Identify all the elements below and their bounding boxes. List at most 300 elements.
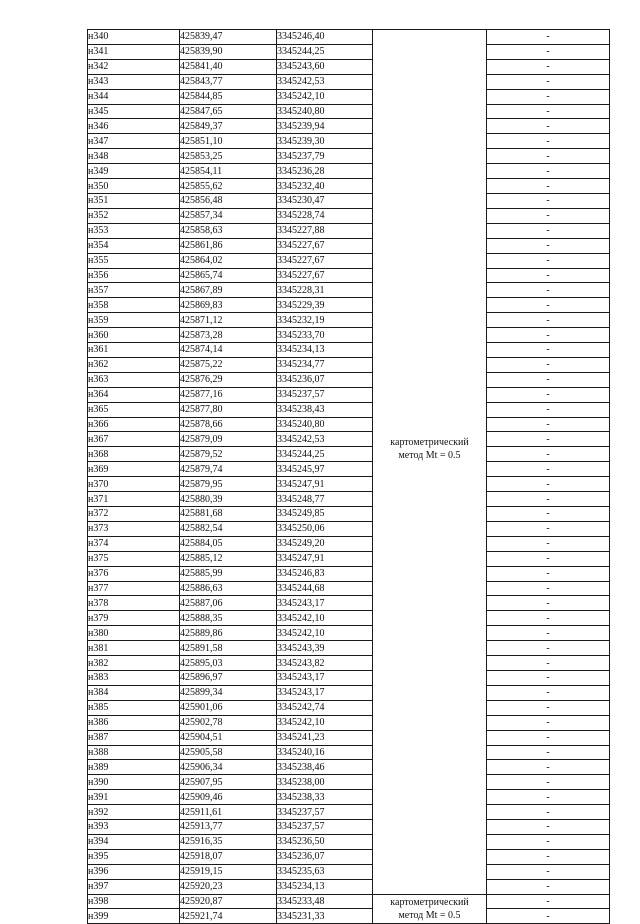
point-name-cell: н398 bbox=[88, 894, 180, 909]
method-cell bbox=[373, 894, 487, 924]
point-name-cell: н399 bbox=[88, 909, 180, 924]
x-coordinate-cell: 425856,48 bbox=[180, 193, 277, 208]
y-coordinate-cell: 3345244,68 bbox=[277, 581, 373, 596]
table-row bbox=[88, 208, 610, 223]
y-coordinate-cell: 3345242,53 bbox=[277, 74, 373, 89]
x-coordinate-cell: 425879,09 bbox=[180, 432, 277, 447]
point-name-cell: н371 bbox=[88, 492, 180, 507]
table-row bbox=[88, 74, 610, 89]
method-line-1: картометрический bbox=[390, 436, 469, 448]
error-cell: - bbox=[487, 521, 610, 536]
x-coordinate-cell: 425901,06 bbox=[180, 700, 277, 715]
y-coordinate-cell: 3345246,83 bbox=[277, 566, 373, 581]
error-cell: - bbox=[487, 372, 610, 387]
point-name-cell: н347 bbox=[88, 134, 180, 149]
point-name-cell: н361 bbox=[88, 343, 180, 358]
y-coordinate-cell: 3345238,43 bbox=[277, 402, 373, 417]
x-coordinate-cell: 425905,58 bbox=[180, 745, 277, 760]
point-name-cell: н391 bbox=[88, 790, 180, 805]
error-cell: - bbox=[487, 119, 610, 134]
x-coordinate-cell: 425880,39 bbox=[180, 492, 277, 507]
error-cell: - bbox=[487, 208, 610, 223]
error-cell: - bbox=[487, 849, 610, 864]
x-coordinate-cell: 425918,07 bbox=[180, 849, 277, 864]
table-row bbox=[88, 119, 610, 134]
point-name-cell: н363 bbox=[88, 372, 180, 387]
y-coordinate-cell: 3345229,39 bbox=[277, 298, 373, 313]
error-cell: - bbox=[487, 894, 610, 909]
error-cell: - bbox=[487, 253, 610, 268]
x-coordinate-cell: 425889,86 bbox=[180, 626, 277, 641]
y-coordinate-cell: 3345238,00 bbox=[277, 775, 373, 790]
error-cell: - bbox=[487, 581, 610, 596]
error-cell: - bbox=[487, 164, 610, 179]
x-coordinate-cell: 425888,35 bbox=[180, 611, 277, 626]
error-cell: - bbox=[487, 283, 610, 298]
point-name-cell: н351 bbox=[88, 193, 180, 208]
x-coordinate-cell: 425873,28 bbox=[180, 328, 277, 343]
table-row bbox=[88, 134, 610, 149]
error-cell: - bbox=[487, 89, 610, 104]
point-name-cell: н352 bbox=[88, 208, 180, 223]
error-cell: - bbox=[487, 447, 610, 462]
x-coordinate-cell: 425861,86 bbox=[180, 238, 277, 253]
x-coordinate-cell: 425877,16 bbox=[180, 387, 277, 402]
point-name-cell: н393 bbox=[88, 820, 180, 835]
table-row bbox=[88, 879, 610, 894]
table-row bbox=[88, 179, 610, 194]
y-coordinate-cell: 3345227,67 bbox=[277, 253, 373, 268]
y-coordinate-cell: 3345240,16 bbox=[277, 745, 373, 760]
y-coordinate-cell: 3345233,48 bbox=[277, 894, 373, 909]
error-cell: - bbox=[487, 193, 610, 208]
point-name-cell: н369 bbox=[88, 462, 180, 477]
x-coordinate-cell: 425916,35 bbox=[180, 834, 277, 849]
point-name-cell: н372 bbox=[88, 507, 180, 522]
table-row bbox=[88, 44, 610, 59]
y-coordinate-cell: 3345239,30 bbox=[277, 134, 373, 149]
table-row bbox=[88, 238, 610, 253]
table-row bbox=[88, 417, 610, 432]
y-coordinate-cell: 3345247,91 bbox=[277, 551, 373, 566]
x-coordinate-cell: 425907,95 bbox=[180, 775, 277, 790]
x-coordinate-cell: 425921,74 bbox=[180, 909, 277, 924]
point-name-cell: н356 bbox=[88, 268, 180, 283]
point-name-cell: н348 bbox=[88, 149, 180, 164]
y-coordinate-cell: 3345236,07 bbox=[277, 372, 373, 387]
point-name-cell: н357 bbox=[88, 283, 180, 298]
x-coordinate-cell: 425904,51 bbox=[180, 730, 277, 745]
y-coordinate-cell: 3345248,77 bbox=[277, 492, 373, 507]
y-coordinate-cell: 3345234,13 bbox=[277, 879, 373, 894]
error-cell: - bbox=[487, 417, 610, 432]
error-cell: - bbox=[487, 402, 610, 417]
y-coordinate-cell: 3345249,85 bbox=[277, 507, 373, 522]
y-coordinate-cell: 3345238,46 bbox=[277, 760, 373, 775]
error-cell: - bbox=[487, 864, 610, 879]
y-coordinate-cell: 3345228,31 bbox=[277, 283, 373, 298]
x-coordinate-cell: 425857,34 bbox=[180, 208, 277, 223]
point-name-cell: н388 bbox=[88, 745, 180, 760]
table-row bbox=[88, 864, 610, 879]
x-coordinate-cell: 425882,54 bbox=[180, 521, 277, 536]
method-line-2: метод Mt = 0.5 bbox=[398, 909, 461, 921]
point-name-cell: н395 bbox=[88, 849, 180, 864]
y-coordinate-cell: 3345241,23 bbox=[277, 730, 373, 745]
x-coordinate-cell: 425906,34 bbox=[180, 760, 277, 775]
x-coordinate-cell: 425911,61 bbox=[180, 805, 277, 820]
x-coordinate-cell: 425885,12 bbox=[180, 551, 277, 566]
coordinates-table bbox=[87, 29, 610, 924]
y-coordinate-cell: 3345242,10 bbox=[277, 715, 373, 730]
x-coordinate-cell: 425847,65 bbox=[180, 104, 277, 119]
point-name-cell: н387 bbox=[88, 730, 180, 745]
table-row bbox=[88, 775, 610, 790]
error-cell: - bbox=[487, 477, 610, 492]
x-coordinate-cell: 425920,23 bbox=[180, 879, 277, 894]
x-coordinate-cell: 425875,22 bbox=[180, 357, 277, 372]
table-row bbox=[88, 596, 610, 611]
y-coordinate-cell: 3345237,57 bbox=[277, 387, 373, 402]
table-row bbox=[88, 641, 610, 656]
x-coordinate-cell: 425895,03 bbox=[180, 656, 277, 671]
error-cell: - bbox=[487, 730, 610, 745]
error-cell: - bbox=[487, 298, 610, 313]
x-coordinate-cell: 425851,10 bbox=[180, 134, 277, 149]
x-coordinate-cell: 425871,12 bbox=[180, 313, 277, 328]
table-row bbox=[88, 223, 610, 238]
y-coordinate-cell: 3345242,10 bbox=[277, 89, 373, 104]
table-row bbox=[88, 507, 610, 522]
x-coordinate-cell: 425869,83 bbox=[180, 298, 277, 313]
table-row bbox=[88, 805, 610, 820]
point-name-cell: н389 bbox=[88, 760, 180, 775]
table-row bbox=[88, 566, 610, 581]
y-coordinate-cell: 3345227,67 bbox=[277, 238, 373, 253]
x-coordinate-cell: 425896,97 bbox=[180, 670, 277, 685]
x-coordinate-cell: 425899,34 bbox=[180, 685, 277, 700]
y-coordinate-cell: 3345239,94 bbox=[277, 119, 373, 134]
y-coordinate-cell: 3345247,91 bbox=[277, 477, 373, 492]
table-row bbox=[88, 820, 610, 835]
method-line-2: метод Mt = 0.5 bbox=[398, 449, 461, 461]
point-name-cell: н370 bbox=[88, 477, 180, 492]
error-cell: - bbox=[487, 656, 610, 671]
table-row bbox=[88, 89, 610, 104]
error-cell: - bbox=[487, 715, 610, 730]
error-cell: - bbox=[487, 492, 610, 507]
error-cell: - bbox=[487, 790, 610, 805]
table-row bbox=[88, 30, 610, 45]
x-coordinate-cell: 425864,02 bbox=[180, 253, 277, 268]
table-row bbox=[88, 298, 610, 313]
y-coordinate-cell: 3345232,19 bbox=[277, 313, 373, 328]
y-coordinate-cell: 3345250,06 bbox=[277, 521, 373, 536]
y-coordinate-cell: 3345227,67 bbox=[277, 268, 373, 283]
table-row bbox=[88, 372, 610, 387]
point-name-cell: н380 bbox=[88, 626, 180, 641]
y-coordinate-cell: 3345233,70 bbox=[277, 328, 373, 343]
y-coordinate-cell: 3345234,77 bbox=[277, 357, 373, 372]
error-cell: - bbox=[487, 179, 610, 194]
table-row bbox=[88, 700, 610, 715]
x-coordinate-cell: 425849,37 bbox=[180, 119, 277, 134]
table-row bbox=[88, 447, 610, 462]
table-row bbox=[88, 685, 610, 700]
x-coordinate-cell: 425854,11 bbox=[180, 164, 277, 179]
y-coordinate-cell: 3345243,17 bbox=[277, 670, 373, 685]
point-name-cell: н366 bbox=[88, 417, 180, 432]
point-name-cell: н378 bbox=[88, 596, 180, 611]
y-coordinate-cell: 3345228,74 bbox=[277, 208, 373, 223]
table-row bbox=[88, 611, 610, 626]
error-cell: - bbox=[487, 343, 610, 358]
error-cell: - bbox=[487, 879, 610, 894]
point-name-cell: н397 bbox=[88, 879, 180, 894]
point-name-cell: н349 bbox=[88, 164, 180, 179]
x-coordinate-cell: 425913,77 bbox=[180, 820, 277, 835]
table-row bbox=[88, 760, 610, 775]
point-name-cell: н346 bbox=[88, 119, 180, 134]
y-coordinate-cell: 3345237,57 bbox=[277, 805, 373, 820]
table-row bbox=[88, 551, 610, 566]
error-cell: - bbox=[487, 596, 610, 611]
point-name-cell: н381 bbox=[88, 641, 180, 656]
error-cell: - bbox=[487, 611, 610, 626]
x-coordinate-cell: 425919,15 bbox=[180, 864, 277, 879]
point-name-cell: н382 bbox=[88, 656, 180, 671]
point-name-cell: н365 bbox=[88, 402, 180, 417]
x-coordinate-cell: 425909,46 bbox=[180, 790, 277, 805]
y-coordinate-cell: 3345242,10 bbox=[277, 611, 373, 626]
y-coordinate-cell: 3345236,50 bbox=[277, 834, 373, 849]
error-cell: - bbox=[487, 104, 610, 119]
x-coordinate-cell: 425877,80 bbox=[180, 402, 277, 417]
y-coordinate-cell: 3345235,63 bbox=[277, 864, 373, 879]
x-coordinate-cell: 425884,05 bbox=[180, 536, 277, 551]
x-coordinate-cell: 425844,85 bbox=[180, 89, 277, 104]
error-cell: - bbox=[487, 507, 610, 522]
table-row bbox=[88, 283, 610, 298]
y-coordinate-cell: 3345243,39 bbox=[277, 641, 373, 656]
point-name-cell: н386 bbox=[88, 715, 180, 730]
error-cell: - bbox=[487, 700, 610, 715]
point-name-cell: н350 bbox=[88, 179, 180, 194]
x-coordinate-cell: 425891,58 bbox=[180, 641, 277, 656]
error-cell: - bbox=[487, 805, 610, 820]
y-coordinate-cell: 3345243,17 bbox=[277, 685, 373, 700]
y-coordinate-cell: 3345232,40 bbox=[277, 179, 373, 194]
error-cell: - bbox=[487, 909, 610, 924]
error-cell: - bbox=[487, 328, 610, 343]
coordinates-table-body bbox=[88, 30, 610, 924]
x-coordinate-cell: 425920,87 bbox=[180, 894, 277, 909]
error-cell: - bbox=[487, 641, 610, 656]
point-name-cell: н367 bbox=[88, 432, 180, 447]
point-name-cell: н360 bbox=[88, 328, 180, 343]
y-coordinate-cell: 3345236,07 bbox=[277, 849, 373, 864]
point-name-cell: н353 bbox=[88, 223, 180, 238]
y-coordinate-cell: 3345240,80 bbox=[277, 417, 373, 432]
table-row bbox=[88, 387, 610, 402]
error-cell: - bbox=[487, 536, 610, 551]
table-row bbox=[88, 730, 610, 745]
table-row bbox=[88, 670, 610, 685]
point-name-cell: н375 bbox=[88, 551, 180, 566]
table-row bbox=[88, 477, 610, 492]
table-row bbox=[88, 164, 610, 179]
y-coordinate-cell: 3345244,25 bbox=[277, 447, 373, 462]
error-cell: - bbox=[487, 566, 610, 581]
point-name-cell: н392 bbox=[88, 805, 180, 820]
table-row bbox=[88, 656, 610, 671]
point-name-cell: н384 bbox=[88, 685, 180, 700]
error-cell: - bbox=[487, 59, 610, 74]
x-coordinate-cell: 425855,62 bbox=[180, 179, 277, 194]
table-row bbox=[88, 313, 610, 328]
x-coordinate-cell: 425881,68 bbox=[180, 507, 277, 522]
y-coordinate-cell: 3345242,10 bbox=[277, 626, 373, 641]
table-row bbox=[88, 626, 610, 641]
table-row bbox=[88, 745, 610, 760]
table-row bbox=[88, 343, 610, 358]
y-coordinate-cell: 3345240,80 bbox=[277, 104, 373, 119]
error-cell: - bbox=[487, 149, 610, 164]
point-name-cell: н358 bbox=[88, 298, 180, 313]
error-cell: - bbox=[487, 760, 610, 775]
method-line-1: картометрический bbox=[390, 896, 469, 908]
error-cell: - bbox=[487, 134, 610, 149]
table-row bbox=[88, 328, 610, 343]
point-name-cell: н345 bbox=[88, 104, 180, 119]
point-name-cell: н343 bbox=[88, 74, 180, 89]
x-coordinate-cell: 425874,14 bbox=[180, 343, 277, 358]
error-cell: - bbox=[487, 551, 610, 566]
point-name-cell: н341 bbox=[88, 44, 180, 59]
x-coordinate-cell: 425879,74 bbox=[180, 462, 277, 477]
point-name-cell: н396 bbox=[88, 864, 180, 879]
y-coordinate-cell: 3345230,47 bbox=[277, 193, 373, 208]
point-name-cell: н355 bbox=[88, 253, 180, 268]
x-coordinate-cell: 425839,47 bbox=[180, 30, 277, 45]
y-coordinate-cell: 3345237,57 bbox=[277, 820, 373, 835]
table-row bbox=[88, 536, 610, 551]
table-row bbox=[88, 849, 610, 864]
table-row bbox=[88, 193, 610, 208]
point-name-cell: н364 bbox=[88, 387, 180, 402]
point-name-cell: н383 bbox=[88, 670, 180, 685]
error-cell: - bbox=[487, 462, 610, 477]
point-name-cell: н385 bbox=[88, 700, 180, 715]
table-row bbox=[88, 894, 610, 909]
y-coordinate-cell: 3345243,60 bbox=[277, 59, 373, 74]
table-row bbox=[88, 715, 610, 730]
x-coordinate-cell: 425887,06 bbox=[180, 596, 277, 611]
error-cell: - bbox=[487, 834, 610, 849]
point-name-cell: н359 bbox=[88, 313, 180, 328]
point-name-cell: н344 bbox=[88, 89, 180, 104]
y-coordinate-cell: 3345243,17 bbox=[277, 596, 373, 611]
x-coordinate-cell: 425858,63 bbox=[180, 223, 277, 238]
table-row bbox=[88, 357, 610, 372]
error-cell: - bbox=[487, 74, 610, 89]
point-name-cell: н394 bbox=[88, 834, 180, 849]
table-row bbox=[88, 521, 610, 536]
table-row bbox=[88, 59, 610, 74]
y-coordinate-cell: 3345236,28 bbox=[277, 164, 373, 179]
point-name-cell: н374 bbox=[88, 536, 180, 551]
x-coordinate-cell: 425865,74 bbox=[180, 268, 277, 283]
table-row bbox=[88, 909, 610, 924]
table-row bbox=[88, 149, 610, 164]
point-name-cell: н354 bbox=[88, 238, 180, 253]
table-row bbox=[88, 432, 610, 447]
point-name-cell: н390 bbox=[88, 775, 180, 790]
x-coordinate-cell: 425876,29 bbox=[180, 372, 277, 387]
error-cell: - bbox=[487, 626, 610, 641]
y-coordinate-cell: 3345242,74 bbox=[277, 700, 373, 715]
x-coordinate-cell: 425839,90 bbox=[180, 44, 277, 59]
x-coordinate-cell: 425867,89 bbox=[180, 283, 277, 298]
point-name-cell: н373 bbox=[88, 521, 180, 536]
table-row bbox=[88, 268, 610, 283]
x-coordinate-cell: 425843,77 bbox=[180, 74, 277, 89]
y-coordinate-cell: 3345245,97 bbox=[277, 462, 373, 477]
error-cell: - bbox=[487, 387, 610, 402]
x-coordinate-cell: 425902,78 bbox=[180, 715, 277, 730]
point-name-cell: н377 bbox=[88, 581, 180, 596]
y-coordinate-cell: 3345234,13 bbox=[277, 343, 373, 358]
y-coordinate-cell: 3345231,33 bbox=[277, 909, 373, 924]
x-coordinate-cell: 425879,95 bbox=[180, 477, 277, 492]
x-coordinate-cell: 425886,63 bbox=[180, 581, 277, 596]
point-name-cell: н340 bbox=[88, 30, 180, 45]
point-name-cell: н379 bbox=[88, 611, 180, 626]
x-coordinate-cell: 425879,52 bbox=[180, 447, 277, 462]
point-name-cell: н342 bbox=[88, 59, 180, 74]
y-coordinate-cell: 3345244,25 bbox=[277, 44, 373, 59]
error-cell: - bbox=[487, 745, 610, 760]
error-cell: - bbox=[487, 30, 610, 45]
table-row bbox=[88, 492, 610, 507]
error-cell: - bbox=[487, 313, 610, 328]
error-cell: - bbox=[487, 820, 610, 835]
error-cell: - bbox=[487, 223, 610, 238]
error-cell: - bbox=[487, 268, 610, 283]
y-coordinate-cell: 3345238,33 bbox=[277, 790, 373, 805]
point-name-cell: н362 bbox=[88, 357, 180, 372]
table-row bbox=[88, 253, 610, 268]
error-cell: - bbox=[487, 775, 610, 790]
error-cell: - bbox=[487, 44, 610, 59]
point-name-cell: н376 bbox=[88, 566, 180, 581]
method-cell bbox=[373, 30, 487, 895]
y-coordinate-cell: 3345237,79 bbox=[277, 149, 373, 164]
x-coordinate-cell: 425853,25 bbox=[180, 149, 277, 164]
x-coordinate-cell: 425841,40 bbox=[180, 59, 277, 74]
table-row bbox=[88, 834, 610, 849]
y-coordinate-cell: 3345249,20 bbox=[277, 536, 373, 551]
error-cell: - bbox=[487, 238, 610, 253]
table-row bbox=[88, 581, 610, 596]
point-name-cell: н368 bbox=[88, 447, 180, 462]
y-coordinate-cell: 3345227,88 bbox=[277, 223, 373, 238]
error-cell: - bbox=[487, 670, 610, 685]
error-cell: - bbox=[487, 357, 610, 372]
error-cell: - bbox=[487, 685, 610, 700]
error-cell: - bbox=[487, 432, 610, 447]
y-coordinate-cell: 3345243,82 bbox=[277, 656, 373, 671]
